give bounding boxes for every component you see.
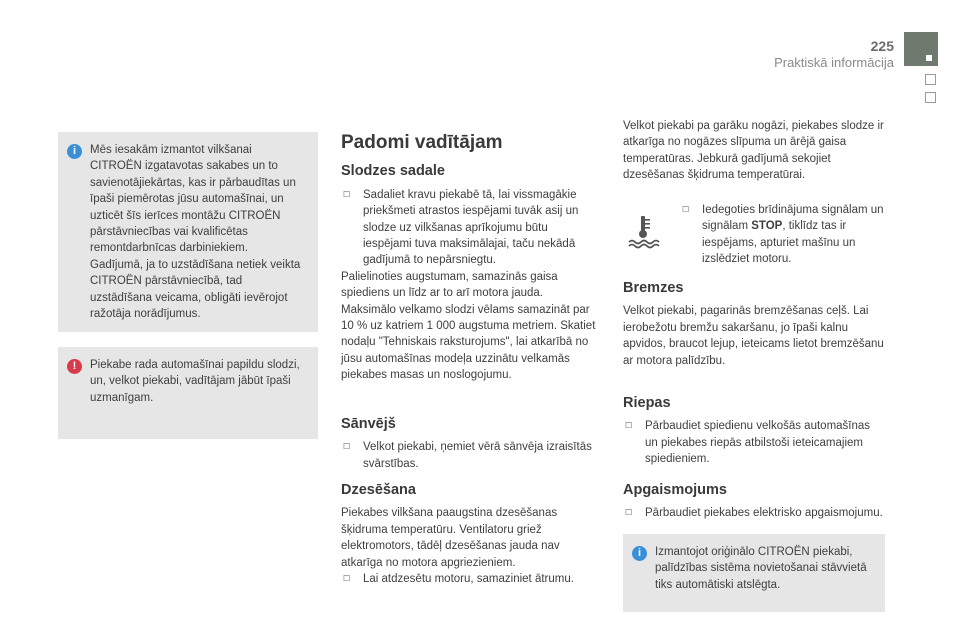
info-box-parking	[623, 534, 885, 612]
heading-lighting: Apgaismojums	[623, 481, 727, 498]
gauge-bullet	[680, 202, 890, 268]
middle-column	[341, 132, 599, 587]
brakes-text: Velkot piekabi, pagarinās bremzēšanas ceļš. Lai ierobežotu bremžu sakaršanu, jo īpaši kalnu apvidos, braucot lejup, ieteicams lietot bremzēšanu ar motora palīdzību.	[623, 305, 884, 367]
slope-text: Velkot piekabi pa garāku nogāzi, piekabes slodze ir atkarīga no nogāzes slīpuma un ārējā gaisa temperatūras. Jebkurā gadījumā sekojiet dzesēšanas šķidruma temperatūrai.	[623, 120, 884, 182]
load-bullet: ☐ Sadaliet kravu piekabē tā, lai vissmagākie priekšmeti atrastos iespējami tuvāk asij un slodze uz vilkšanas aprīkojumu būtu iespējami tuva maksimālajai, taču nekādā gadījumā to nepārsniegtu.	[341, 187, 599, 269]
warning-box-text: Piekabe rada automašīnai papildu slodzi, un, velkot piekabi, vadītājam jābūt īpaši uzmanīgam.	[90, 359, 300, 404]
gauge-bullet-start: Iedegoties brīdinājuma signālam un signālam	[702, 204, 884, 233]
info-box-sakabe	[58, 132, 318, 332]
crosswind-bullet: ☐ Velkot piekabi, ņemiet vērā sānvēja izraisītās svārstības.	[341, 439, 599, 472]
info-box-text: Mēs iesakām izmantot vilkšanai CITROËN izgatavotas sakabes un to savienotājiekārtas, kas ir pārbaudītas un īpaši piemērotas jūsu automašīnai, un uzticēt šīs ierīces montāžu CITROËN pārstāvniecības vai kvalificētas remontdarbnīcas darbiniekiem. Gadījumā, ja to uzstādīšana netiek veikta CITROËN pārstāvniecībā, tad uzstādīšana veicama, obligāti ievērojot ražotāja norādījumus.	[90, 144, 301, 321]
load-text: Palielinoties augstumam, samazinās gaisa spiediens un līdz ar to arī motora jauda. Maksimālo velkamo slodzi vēlams samazināt par 10 % uz katriem 1 000 augstuma metriem. Skatiet nodaļu "Tehniskais raksturojums", lai atkarībā no jūsu automašīnas modeļa uzzinātu velkamās piekabes masas un noslogojumu.	[341, 270, 596, 382]
heading-tyres: Riepas	[623, 395, 671, 412]
chapter-tab-dot	[926, 55, 932, 61]
heading-crosswind: Sānvējš	[341, 415, 396, 432]
lighting-bullet: ☐ Pārbaudiet piekabes elektrisko apgaismojumu.	[623, 505, 885, 521]
heading-load: Slodzes sadale	[341, 163, 445, 180]
tyres-bullet: ☐ Pārbaudiet spiedienu velkošās automašīnas un piekabes riepās atbilstoši ieteicamajiem spiedieniem.	[623, 418, 885, 467]
gauge-warning	[680, 202, 890, 268]
heading-cooling: Dzesēšana	[341, 481, 416, 498]
right-column-sections	[623, 280, 885, 521]
coolant-temperature-icon	[623, 210, 663, 250]
warning-icon: !	[67, 359, 82, 374]
nav-box-icon	[925, 92, 936, 103]
cooling-bullet: ☐ Lai atdzesētu motoru, samaziniet ātrumu.	[341, 571, 599, 587]
chapter-tab	[904, 32, 938, 66]
info-icon: i	[632, 546, 647, 561]
info-icon: i	[67, 144, 82, 159]
warning-box	[58, 347, 318, 439]
section-title: Praktiskā informācija	[774, 55, 894, 70]
stop-label: STOP	[751, 220, 783, 233]
gauge-bullet-end: , tiklīdz tas ir iespējams, apturiet mašīnu un izslēdziet motoru.	[702, 220, 856, 266]
cooling-text: Piekabes vilkšana paaugstina dzesēšanas šķidruma temperatūru. Ventilatoru griež elektromotors, tādēļ dzesēšanas jauda nav atkarīga no motora apgriezieniem.	[341, 507, 560, 569]
nav-box-icon	[925, 74, 936, 85]
page-number: 225	[870, 38, 894, 54]
page-title: Padomi vadītājam	[341, 132, 503, 153]
heading-brakes: Bremzes	[623, 280, 684, 296]
right-column-intro	[623, 118, 885, 184]
info-box-parking-text: Izmantojot oriģinālo CITROËN piekabi, palīdzības sistēma novietošanai stāvvietā tiks automātiski atslēgta.	[655, 546, 867, 591]
